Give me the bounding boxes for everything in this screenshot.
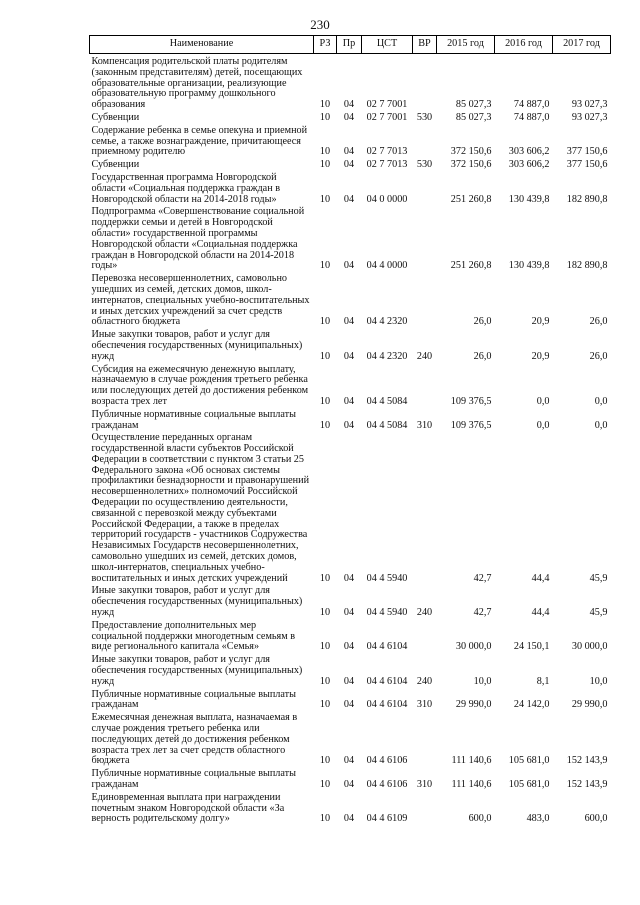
cell-2015: 251 260,8 (450, 193, 492, 205)
cell-pr: 04 (343, 675, 355, 687)
cell-vr (413, 433, 437, 586)
cell-rz: 10 (319, 159, 331, 171)
table-header-row (90, 36, 611, 54)
cell-rz: 10 (319, 99, 331, 111)
cell-cst: 02 7 7001 (366, 111, 408, 123)
budget-table (89, 35, 611, 827)
cell-cst: 02 7 7013 (366, 146, 408, 158)
cell-rz: 10 (319, 641, 331, 653)
cell-name: Подпрограмма «Совершенствование социальной поддержки семьи и детей в Новгородской области» государственной программы Новгородской области «Социальная поддержка граждан в Новгородской области на 2014-2018 годы» (91, 206, 305, 272)
cell-2016: 105 681,0 (508, 779, 550, 790)
cell-vr: 240 (416, 350, 433, 362)
cell-2017: 152 143,9 (566, 755, 608, 767)
cell-2017: 182 890,8 (566, 193, 608, 205)
cell-2015: 42,7 (473, 572, 492, 584)
cell-2017: 93 027,3 (571, 111, 608, 123)
cell-vr (413, 54, 437, 113)
cell-2017: 26,0 (589, 316, 608, 328)
cell-2017: 29 990,0 (571, 699, 608, 711)
cell-2017: 0,0 (594, 395, 608, 407)
cell-2016: 24 150,1 (513, 641, 550, 653)
cell-vr (413, 274, 437, 330)
cell-name: Иные закупки товаров, работ и услуг для обеспечения государственных (муниципальных) нужд (91, 585, 303, 619)
cell-2016: 20,9 (531, 316, 550, 328)
cell-name: Перевозка несовершеннолетних, самовольно ушедших из семей, детских домов, школ-интернатов, специальных учебно-воспитательных и иных детских учреждений за счет средств областного бюджета (91, 273, 310, 328)
cell-2015: 10,0 (473, 675, 492, 687)
cell-vr (413, 621, 437, 655)
cell-rz: 10 (319, 572, 331, 584)
cell-name: Публичные нормативные социальные выплаты гражданам (91, 408, 296, 431)
cell-2016: 0,0 (536, 395, 550, 407)
cell-2017: 26,0 (589, 350, 608, 362)
cell-name: Субвенции (91, 159, 140, 171)
cell-pr: 04 (343, 572, 355, 584)
cell-2015: 30 000,0 (455, 641, 492, 653)
cell-rz: 10 (319, 755, 331, 767)
cell-2017: 600,0 (584, 813, 608, 825)
cell-rz: 10 (319, 395, 331, 407)
cell-pr: 04 (343, 395, 355, 407)
table-row (90, 330, 611, 364)
cell-vr: 240 (416, 675, 433, 687)
header-pr: Пр (337, 36, 362, 54)
header-2015: 2015 год (437, 36, 495, 54)
cell-2016: 303 606,2 (508, 146, 550, 158)
cell-name: Содержание ребенка в семье опекуна и приемной семье, а также вознаграждение, причитающееся приемному родителю (91, 124, 308, 158)
table-row (90, 621, 611, 655)
cell-2015: 600,0 (468, 813, 492, 825)
cell-pr: 04 (343, 260, 355, 272)
cell-name: Публичные нормативные социальные выплаты гражданам (91, 688, 296, 711)
cell-2015: 26,0 (473, 316, 492, 328)
cell-cst: 02 7 7013 (366, 159, 408, 171)
table-row (90, 586, 611, 620)
cell-2016: 8,1 (536, 675, 550, 687)
cell-2017: 10,0 (589, 675, 608, 687)
cell-2016: 20,9 (531, 350, 550, 362)
cell-cst: 04 4 6109 (366, 813, 408, 825)
cell-vr: 310 (416, 779, 433, 790)
cell-rz: 10 (319, 146, 331, 158)
cell-name: Единовременная выплата при награждении почетным знаком Новгородской области «За верность родительскому долгу» (91, 791, 285, 825)
table-row (90, 173, 611, 207)
cell-cst: 04 4 5940 (366, 572, 408, 584)
table-row (90, 655, 611, 689)
cell-pr: 04 (343, 699, 355, 711)
cell-2017: 182 890,8 (566, 260, 608, 272)
cell-pr: 04 (343, 316, 355, 328)
cell-vr (413, 793, 437, 827)
cell-rz: 10 (319, 350, 331, 362)
cell-2017: 45,9 (589, 607, 608, 619)
cell-pr: 04 (343, 159, 355, 171)
cell-2015: 85 027,3 (455, 99, 492, 111)
table-row (90, 793, 611, 827)
cell-rz: 10 (319, 607, 331, 619)
cell-2016: 130 439,8 (508, 193, 550, 205)
cell-vr (413, 365, 437, 410)
cell-2016: 74 887,0 (513, 111, 550, 123)
table-row (90, 769, 611, 793)
cell-2016: 44,4 (531, 572, 550, 584)
cell-rz: 10 (319, 111, 331, 123)
cell-vr (413, 173, 437, 207)
table-row (90, 126, 611, 160)
cell-name: Ежемесячная денежная выплата, назначаемая в случае рождения третьего ребенка или последующих детей до достижения ребенком возраста трех лет за счет средств областного бюджета (91, 712, 298, 767)
cell-cst: 04 4 5084 (366, 395, 408, 407)
cell-2016: 74 887,0 (513, 99, 550, 111)
cell-2015: 29 990,0 (455, 699, 492, 711)
table-row (90, 690, 611, 714)
table-row (90, 274, 611, 330)
cell-2016: 303 606,2 (508, 159, 550, 171)
cell-name: Иные закупки товаров, работ и услуг для обеспечения государственных (муниципальных) нужд (91, 329, 303, 362)
cell-pr: 04 (343, 193, 355, 205)
cell-pr: 04 (343, 641, 355, 653)
cell-vr (413, 713, 437, 769)
cell-2015: 109 376,5 (450, 395, 492, 407)
cell-name: Государственная программа Новгородской области «Социальная поддержка граждан в Новгородской области на 2014-2018 годы» (91, 171, 281, 205)
cell-pr: 04 (343, 99, 355, 111)
cell-vr: 530 (416, 159, 433, 171)
cell-rz: 10 (319, 193, 331, 205)
cell-pr: 04 (343, 755, 355, 767)
table-row (90, 713, 611, 769)
table-body (90, 54, 611, 828)
cell-cst: 04 4 5084 (366, 419, 408, 431)
cell-2015: 42,7 (473, 607, 492, 619)
cell-2017: 377 150,6 (566, 146, 608, 158)
cell-2017: 152 143,9 (566, 779, 608, 790)
cell-2016: 130 439,8 (508, 260, 550, 272)
cell-cst: 04 4 0000 (366, 260, 408, 272)
table-row (90, 54, 611, 113)
cell-name: Осуществление переданных органам государственной власти субъектов Российской Федерации в соответствии с пунктом 3 статьи 25 Федерального закона «Об основах системы профилактики безнадзорности и правонарушений несовершеннолетних» полномочий Российской Федерации по осуществлению деятельности, связанной с перевозкой между субъектами Российской Федерации, а также в пределах территорий государств - участников Содружества Независимых Государств несовершеннолетних, самовольно ушедших из семей, детских домов, школ-интернатов, специальных учебно-воспитательных и иных детских учреждений (91, 432, 310, 584)
cell-pr: 04 (343, 607, 355, 619)
cell-cst: 04 4 5940 (366, 607, 408, 619)
cell-2016: 483,0 (526, 813, 550, 825)
cell-rz: 10 (319, 419, 331, 431)
header-rz: РЗ (314, 36, 337, 54)
cell-cst: 04 4 6106 (366, 755, 408, 767)
cell-cst: 04 4 6104 (366, 641, 408, 653)
cell-name: Иные закупки товаров, работ и услуг для обеспечения государственных (муниципальных) нужд (91, 654, 303, 687)
cell-vr (413, 207, 437, 274)
cell-cst: 04 4 6104 (366, 675, 408, 687)
cell-name: Предоставление дополнительных мер социальной поддержки многодетным семьям в виде регионального капитала «Семья» (91, 619, 296, 653)
table-row (90, 433, 611, 586)
cell-rz: 10 (319, 699, 331, 711)
table-row (90, 113, 611, 126)
cell-2015: 85 027,3 (455, 111, 492, 123)
cell-2015: 111 140,6 (451, 755, 492, 767)
cell-vr: 530 (416, 111, 433, 123)
cell-2015: 111 140,6 (451, 779, 492, 790)
cell-vr: 310 (416, 419, 433, 431)
page-number: 230 (310, 17, 330, 32)
cell-cst: 04 4 6106 (366, 779, 408, 790)
cell-cst: 04 4 2320 (366, 316, 408, 328)
cell-rz: 10 (319, 813, 331, 825)
table-row (90, 207, 611, 274)
cell-cst: 04 0 0000 (366, 193, 408, 205)
header-2016: 2016 год (495, 36, 553, 54)
header-cst: ЦСТ (362, 36, 413, 54)
cell-name: Публичные нормативные социальные выплаты гражданам (91, 768, 296, 790)
cell-2017: 377 150,6 (566, 159, 608, 171)
cell-pr: 04 (343, 146, 355, 158)
header-name: Наименование (90, 36, 314, 54)
cell-vr: 240 (416, 607, 433, 619)
cell-2016: 24 142,0 (513, 699, 550, 711)
cell-2015: 372 150,6 (450, 146, 492, 158)
cell-pr: 04 (343, 350, 355, 362)
cell-2017: 45,9 (589, 572, 608, 584)
cell-cst: 04 4 6104 (366, 699, 408, 711)
cell-name: Субвенции (91, 111, 140, 123)
table-row (90, 365, 611, 410)
cell-cst: 02 7 7001 (366, 99, 408, 111)
cell-2016: 0,0 (536, 419, 550, 431)
header-2017: 2017 год (553, 36, 611, 54)
cell-rz: 10 (319, 260, 331, 272)
cell-pr: 04 (343, 111, 355, 123)
cell-pr: 04 (343, 419, 355, 431)
cell-pr: 04 (343, 779, 355, 790)
cell-2016: 44,4 (531, 607, 550, 619)
cell-2017: 93 027,3 (571, 99, 608, 111)
cell-pr: 04 (343, 813, 355, 825)
cell-2017: 0,0 (594, 419, 608, 431)
cell-2015: 251 260,8 (450, 260, 492, 272)
cell-name: Субсидия на ежемесячную денежную выплату, назначаемую в случае рождения третьего ребенка или последующих детей до достижения ребенком возраста трех лет (91, 363, 309, 407)
cell-2015: 26,0 (473, 350, 492, 362)
cell-2017: 30 000,0 (571, 641, 608, 653)
cell-2015: 372 150,6 (450, 159, 492, 171)
cell-cst: 04 4 2320 (366, 350, 408, 362)
cell-rz: 10 (319, 675, 331, 687)
cell-rz: 10 (319, 316, 331, 328)
cell-rz: 10 (319, 779, 331, 790)
cell-name: Компенсация родительской платы родителям (законным представителям) детей, посещающих образовательные организации, реализующие образовательную программу дошкольного образования (91, 56, 303, 111)
cell-2016: 105 681,0 (508, 755, 550, 767)
table-row (90, 410, 611, 434)
cell-vr (413, 126, 437, 160)
header-vr: ВР (413, 36, 437, 54)
cell-2015: 109 376,5 (450, 419, 492, 431)
cell-vr: 310 (416, 699, 433, 711)
